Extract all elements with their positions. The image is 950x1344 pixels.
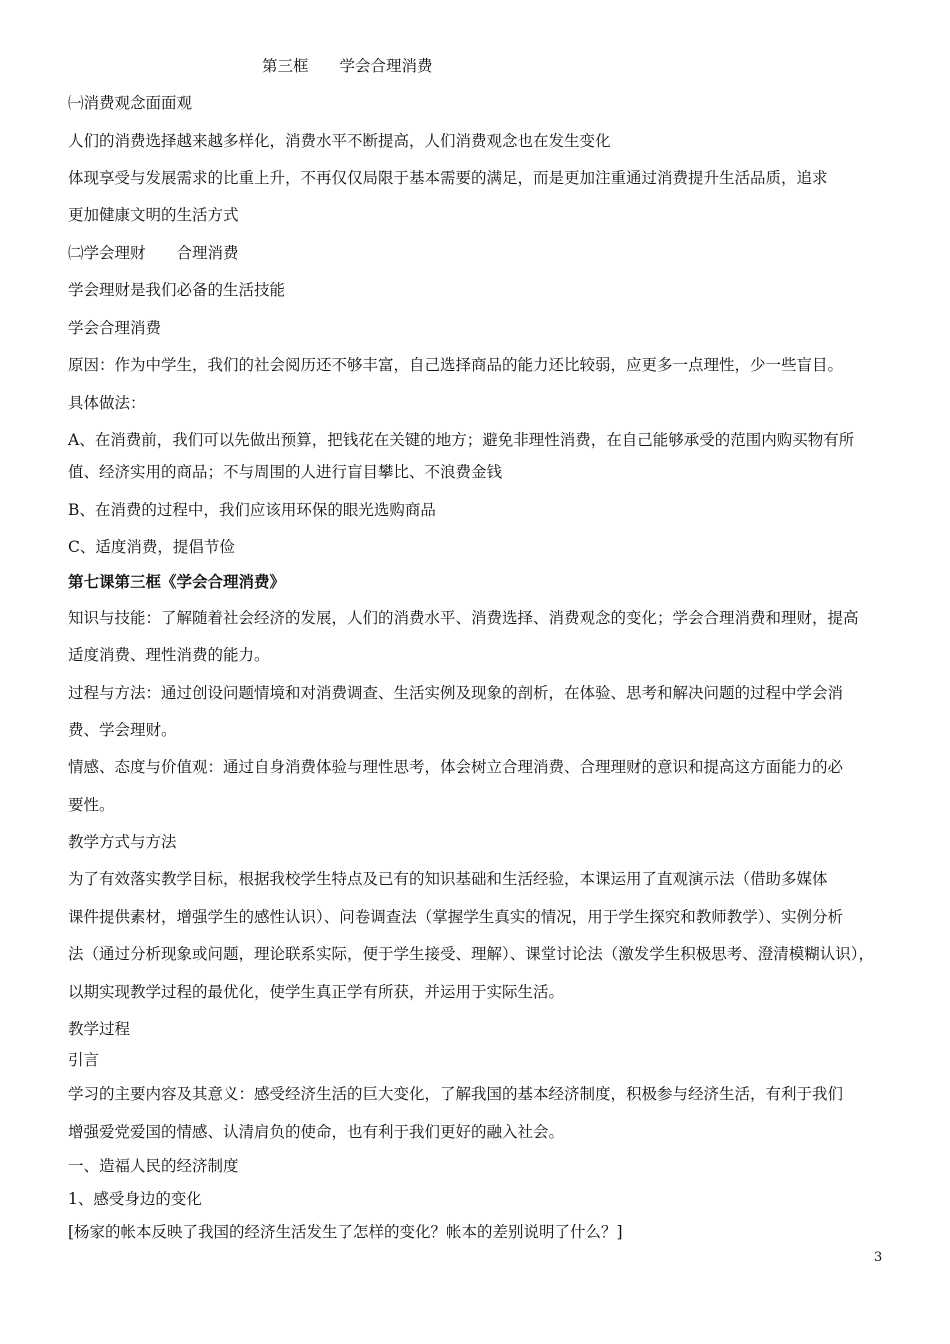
paragraph-line: 学会合理消费 (68, 319, 162, 337)
heading-financial-management: ㈡学会理财 合理消费 (68, 244, 239, 262)
paragraph-line: B、在消费的过程中，我们应该用环保的眼光选购商品 (68, 501, 436, 519)
paragraph-line: 学会理财是我们必备的生活技能 (68, 281, 286, 299)
paragraph-line: 原因：作为中学生，我们的社会阅历还不够丰富，自己选择商品的能力还比较弱，应更多一点理性，少一些盲目。 (68, 356, 844, 374)
paragraph-line: 过程与方法：通过创设问题情境和对消费调查、生活实例及现象的剖析，在体验、思考和解决问题的过程中学会消 (68, 684, 844, 702)
paragraph-line: A、在消费前，我们可以先做出预算，把钱花在关键的地方；避免非理性消费，在自己能够承受的范围内购买物有所 (68, 431, 855, 449)
paragraph-line: C、适度消费，提倡节俭 (68, 538, 235, 556)
paragraph-line: 增强爱党爱国的情感、认清肩负的使命，也有利于我们更好的融入社会。 (68, 1123, 565, 1141)
paragraph-line: 1、感受身边的变化 (68, 1190, 202, 1208)
paragraph-line: [杨家的帐本反映了我国的经济生活发生了怎样的变化？帐本的差别说明了什么？] (68, 1223, 623, 1241)
paragraph-line: 知识与技能：了解随着社会经济的发展，人们的消费水平、消费选择、消费观念的变化；学会合理消费和理财，提高 (68, 609, 859, 627)
page-number: 3 (874, 1250, 883, 1265)
paragraph-line: 学习的主要内容及其意义：感受经济生活的巨大变化，了解我国的基本经济制度，积极参与经济生活，有利于我们 (68, 1085, 844, 1103)
paragraph-line: 法（通过分析现象或问题，理论联系实际，便于学生接受、理解）、课堂讨论法（激发学生积极思考、澄清模糊认识）， (68, 945, 875, 963)
heading-consumption-concepts: ㈠消费观念面面观 (68, 94, 193, 112)
paragraph-line: 情感、态度与价值观：通过自身消费体验与理性思考，体会树立合理消费、合理理财的意识和提高这方面能力的必 (68, 758, 844, 776)
paragraph-line: 值、经济实用的商品；不与周围的人进行盲目攀比、不浪费金钱 (68, 463, 503, 481)
paragraph-line: 体现享受与发展需求的比重上升，不再仅仅局限于基本需要的满足，而是更加注重通过消费提升生活品质，追求 (68, 169, 828, 187)
paragraph-line: 人们的消费选择越来越多样化，消费水平不断提高，人们消费观念也在发生变化 (68, 132, 611, 150)
paragraph-line: 教学方式与方法 (68, 833, 177, 851)
paragraph-line: 要性。 (68, 796, 115, 814)
paragraph-line: 费、学会理财。 (68, 721, 177, 739)
paragraph-line: 具体做法： (68, 394, 146, 412)
section-title: 第三框 学会合理消费 (262, 57, 433, 75)
paragraph-line: 引言 (68, 1051, 100, 1069)
paragraph-line: 课件提供素材，增强学生的感性认识）、问卷调查法（掌握学生真实的情况，用于学生探究和教师教学）、实例分析 (68, 908, 844, 926)
paragraph-line: 一、造福人民的经济制度 (68, 1157, 239, 1175)
paragraph-line: 以期实现教学过程的最优化，使学生真正学有所获，并运用于实际生活。 (68, 983, 565, 1001)
paragraph-line: 适度消费、理性消费的能力。 (68, 646, 270, 664)
paragraph-line: 为了有效落实教学目标，根据我校学生特点及已有的知识基础和生活经验，本课运用了直观演示法（借助多媒体 (68, 870, 828, 888)
lesson-heading: 第七课第三框《学会合理消费》 (68, 572, 286, 591)
paragraph-line: 教学过程 (68, 1020, 131, 1038)
paragraph-line: 更加健康文明的生活方式 (68, 206, 239, 224)
